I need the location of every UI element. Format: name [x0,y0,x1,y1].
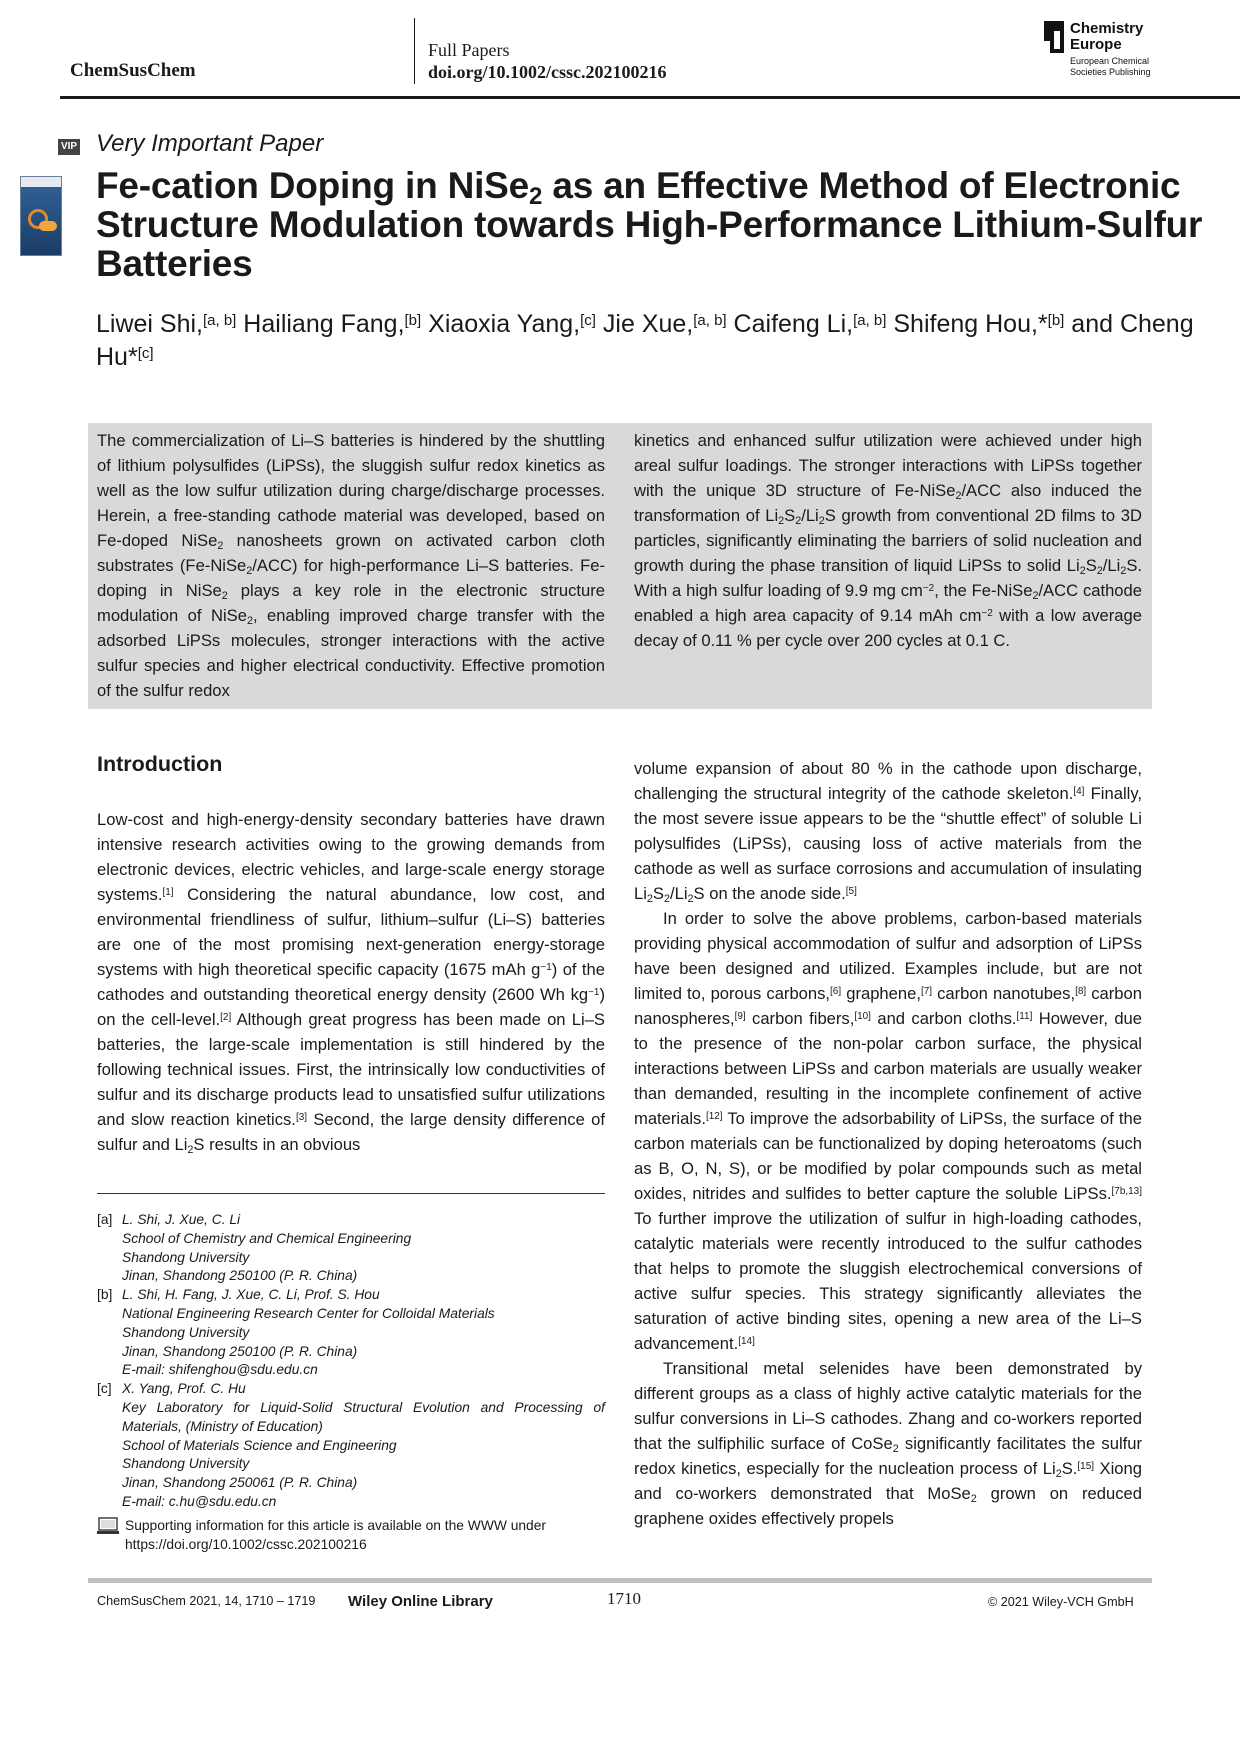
intro-paragraph-1: Low-cost and high-energy-density secondary batteries have drawn intensive research activities owing to the growing demands from electronic devices, electric vehicles, and large-scale energy storage systems.[1] Considering the natural abundance, low cost, and environmental friendliness of sulfur, lithium–sulfur (Li–S) batteries are one of the most promising next-generation energy-storage systems with high theoretical specific capacity (1675 mAh $g^{-1}$) of the cathodes and outstanding theoretical energy density (2600 Wh $kg^{-1}$) on the cell-level.[2] Although great progress has been made on Li–S batteries, the large-scale implementation is still hindered by the following technical issues. First, the intrinsically low conductivities of sulfur and its discharge products lead to unsatisfied sulfur utilizations and slow reaction kinetics.[3] Second, the large density difference of sulfur and $Li_2S$ results in an obvious [97,810,605,1156]
supporting-info-text[interactable]: Supporting information for this article is available on the WWW under https://doi.org/10.1002/cssc.202100216 [125,1518,546,1552]
chemistry-europe-logo-mark [1044,21,1064,53]
doi-link[interactable]: doi.org/10.1002/cssc.202100216 [428,62,667,82]
section-type: Full Papers [428,40,510,60]
affiliation-line: National Engineering Research Center for Colloidal Materials [122,1305,495,1321]
affiliation-a [97,1211,605,1230]
affiliation-names: L. Shi, J. Xue, C. Li [122,1212,241,1227]
footer-rule [88,1578,1152,1583]
author-list: Liwei Shi,[a, b] Hailiang Fang,[b] Xiaoxia Yang,[c] Jie Xue,[a, b] Caifeng Li,[a, b] Shifeng Hou,*[b] and Cheng Hu*[c] [96,310,1194,371]
affiliation-line: Shandong University [122,1324,250,1340]
header-rule [60,96,1240,99]
wiley-online-library-link[interactable]: Wiley Online Library [348,1593,493,1610]
publisher-name-line2: Europe [1070,36,1122,53]
vip-badge: VIP [58,139,80,155]
vip-label: Very Important Paper [96,130,324,157]
affiliation-line: Jinan, Shandong 250061 (P. R. China) [122,1475,358,1491]
publisher-name-line4: Societies Publishing [1070,67,1151,77]
footer-copyright: © 2021 Wiley-VCH GmbH [988,1595,1134,1609]
intro-left-column [97,807,605,1157]
footer-citation: ChemSusChem 2021, 14, 1710 – 1719 [97,1594,316,1608]
intro-paragraph-2: volume expansion of about 80 % in the cathode upon discharge, challenging the structural integrity of the cathode skeleton.[4] Finally, the most severe issue appears to be the “shuttle effect” of soluble Li polysulfides (LiPSs), causing loss of active materials from the cathode as well as surface corrosions and accumulation of insulating $Li_2S_2/Li_2S$ on the anode side.[5] [634,759,1142,905]
abstract-left-column: The commercialization of Li–S batteries is hindered by the shuttling of lithium polysulfides (LiPSs), the sluggish sulfur redox kinetics as well as the low sulfur utilization during charge/discharge processes. Herein, a free-standing cathode material was developed, based on Fe-doped NiSe$_2$ nanosheets grown on activated carbon cloth substrates (Fe-NiSe$_2$/ACC) for high-performance Li–S batteries. Fe-doping in NiSe$_2$ plays a key role in the electronic structure modulation of NiSe$_2$, enabling improved charge transfer with the adsorbed LiPSs molecules, stronger interactions with the active sulfur species and higher electrical conductivity. Effective promotion of the sulfur redox [97,431,606,700]
journal-name: ChemSusChem [70,60,196,81]
publisher-name-line1: Chemistry [1070,20,1144,37]
affiliation-line: Jinan, Shandong 250100 (P. R. China) [122,1268,358,1284]
cover-thumbnail[interactable] [20,176,62,256]
publisher-name-line3: European Chemical [1070,56,1150,66]
affiliations [97,1211,605,1512]
affiliation-line: Shandong University [122,1249,250,1265]
email-link[interactable]: E-mail: c.hu@sdu.edu.cn [122,1493,277,1509]
affiliation-line: Jinan, Shandong 250100 (P. R. China) [122,1343,358,1359]
header-separator [414,18,415,84]
affiliation-names: X. Yang, Prof. C. Hu [122,1381,246,1397]
affiliation-c [97,1380,605,1399]
chemistry-europe-logo [1044,18,1194,82]
affiliation-marker: [c] [97,1381,112,1397]
page-number: 1710 [607,1589,641,1608]
cover-blob-graphic [39,221,57,231]
intro-right-column [634,756,1142,1531]
footnote-rule [97,1193,605,1194]
affiliation-names: L. Shi, H. Fang, J. Xue, C. Li, Prof. S. Hou [122,1287,380,1303]
abstract-right-column: kinetics and enhanced sulfur utilization were achieved under high areal sulfur loadings. The stronger interactions with LiPSs together with the unique 3D structure of Fe-NiSe$_2$/ACC also induced the transformation of $Li_2S_2/Li_2S$ growth from conventional 2D films to 3D particles, significantly eliminating the barriers of solid nucleation and growth during the phase transition of liquid LiPSs to solid $Li_2S_2/Li_2S$. With a high sulfur loading of 9.9 mg $cm^{-2}$, the Fe-NiSe$_2$/ACC cathode enabled a high area capacity of 9.14 mAh $cm^{-2}$ with a low average decay of 0.11 % per cycle over 200 cycles at 0.1 C. [634,431,1142,650]
affiliation-line: Shandong University [122,1456,250,1472]
affiliation-marker: [a] [97,1212,113,1227]
affiliation-line: School of Chemistry and Chemical Engineering [122,1230,412,1246]
section-heading-introduction: Introduction [97,752,223,776]
supporting-info-note [97,1517,605,1555]
email-link[interactable]: E-mail: shifenghou@sdu.edu.cn [122,1362,318,1378]
affiliation-b [97,1286,605,1305]
article-title: Fe-cation Doping in NiSe$_2$ as an Effective Method of Electronic Structure Modulation towards High-Performance Lithium-Sulfur Batteries [96,165,1203,284]
intro-paragraph-3: In order to solve the above problems, carbon-based materials providing physical accommodation of sulfur and adsorption of LiPSs have been designed and utilized. Examples include, but are not limited to, porous carbons,[6] graphene,[7] carbon nanotubes,[8] carbon nanospheres,[9] carbon fibers,[10] and carbon cloths.[11] However, due to the presence of the non-polar carbon surface, the physical interactions between LiPSs and carbon materials are usually weaker than demanded, resulting in the incomplete confinement of active materials.[12] To improve the adsorbability of LiPSs, the surface of the carbon materials can be functionalized by doping heteroatoms (such as B, O, N, S), or be modified by polar compounds such as metal oxides, nitrides and sulfides to better capture the soluble LiPSs.[7b,13] To further improve the utilization of sulfur in high-loading cathodes, catalytic materials were recently introduced to the sulfur cathodes that helps to promote the sluggish electrochemical conversions of active sulfur species. This strategy significantly alleviates the saturation of active binding sites, opening a new area of the Li–S advancement.[14] [634,909,1143,1353]
affiliation-line: Key Laboratory for Liquid-Solid Structural Evolution and Processing of Materials, (Ministry of Education) [122,1399,605,1434]
computer-icon [97,1517,119,1535]
intro-paragraph-4: Transitional metal selenides have been demonstrated by different groups as a class of highly active catalytic materials for the sulfur conversions in Li–S cathodes. Zhang and co-workers reported that the sulfiphilic surface of CoSe$_2$ significantly facilitates the sulfur redox kinetics, especially for the nucleation process of $Li_2S.[15]$ Xiong and co-workers demonstrated that MoSe$_2$ grown on reduced graphene oxides effectively propels [634,1359,1143,1528]
affiliation-marker: [b] [97,1287,113,1303]
affiliation-line: School of Materials Science and Engineering [122,1437,397,1453]
